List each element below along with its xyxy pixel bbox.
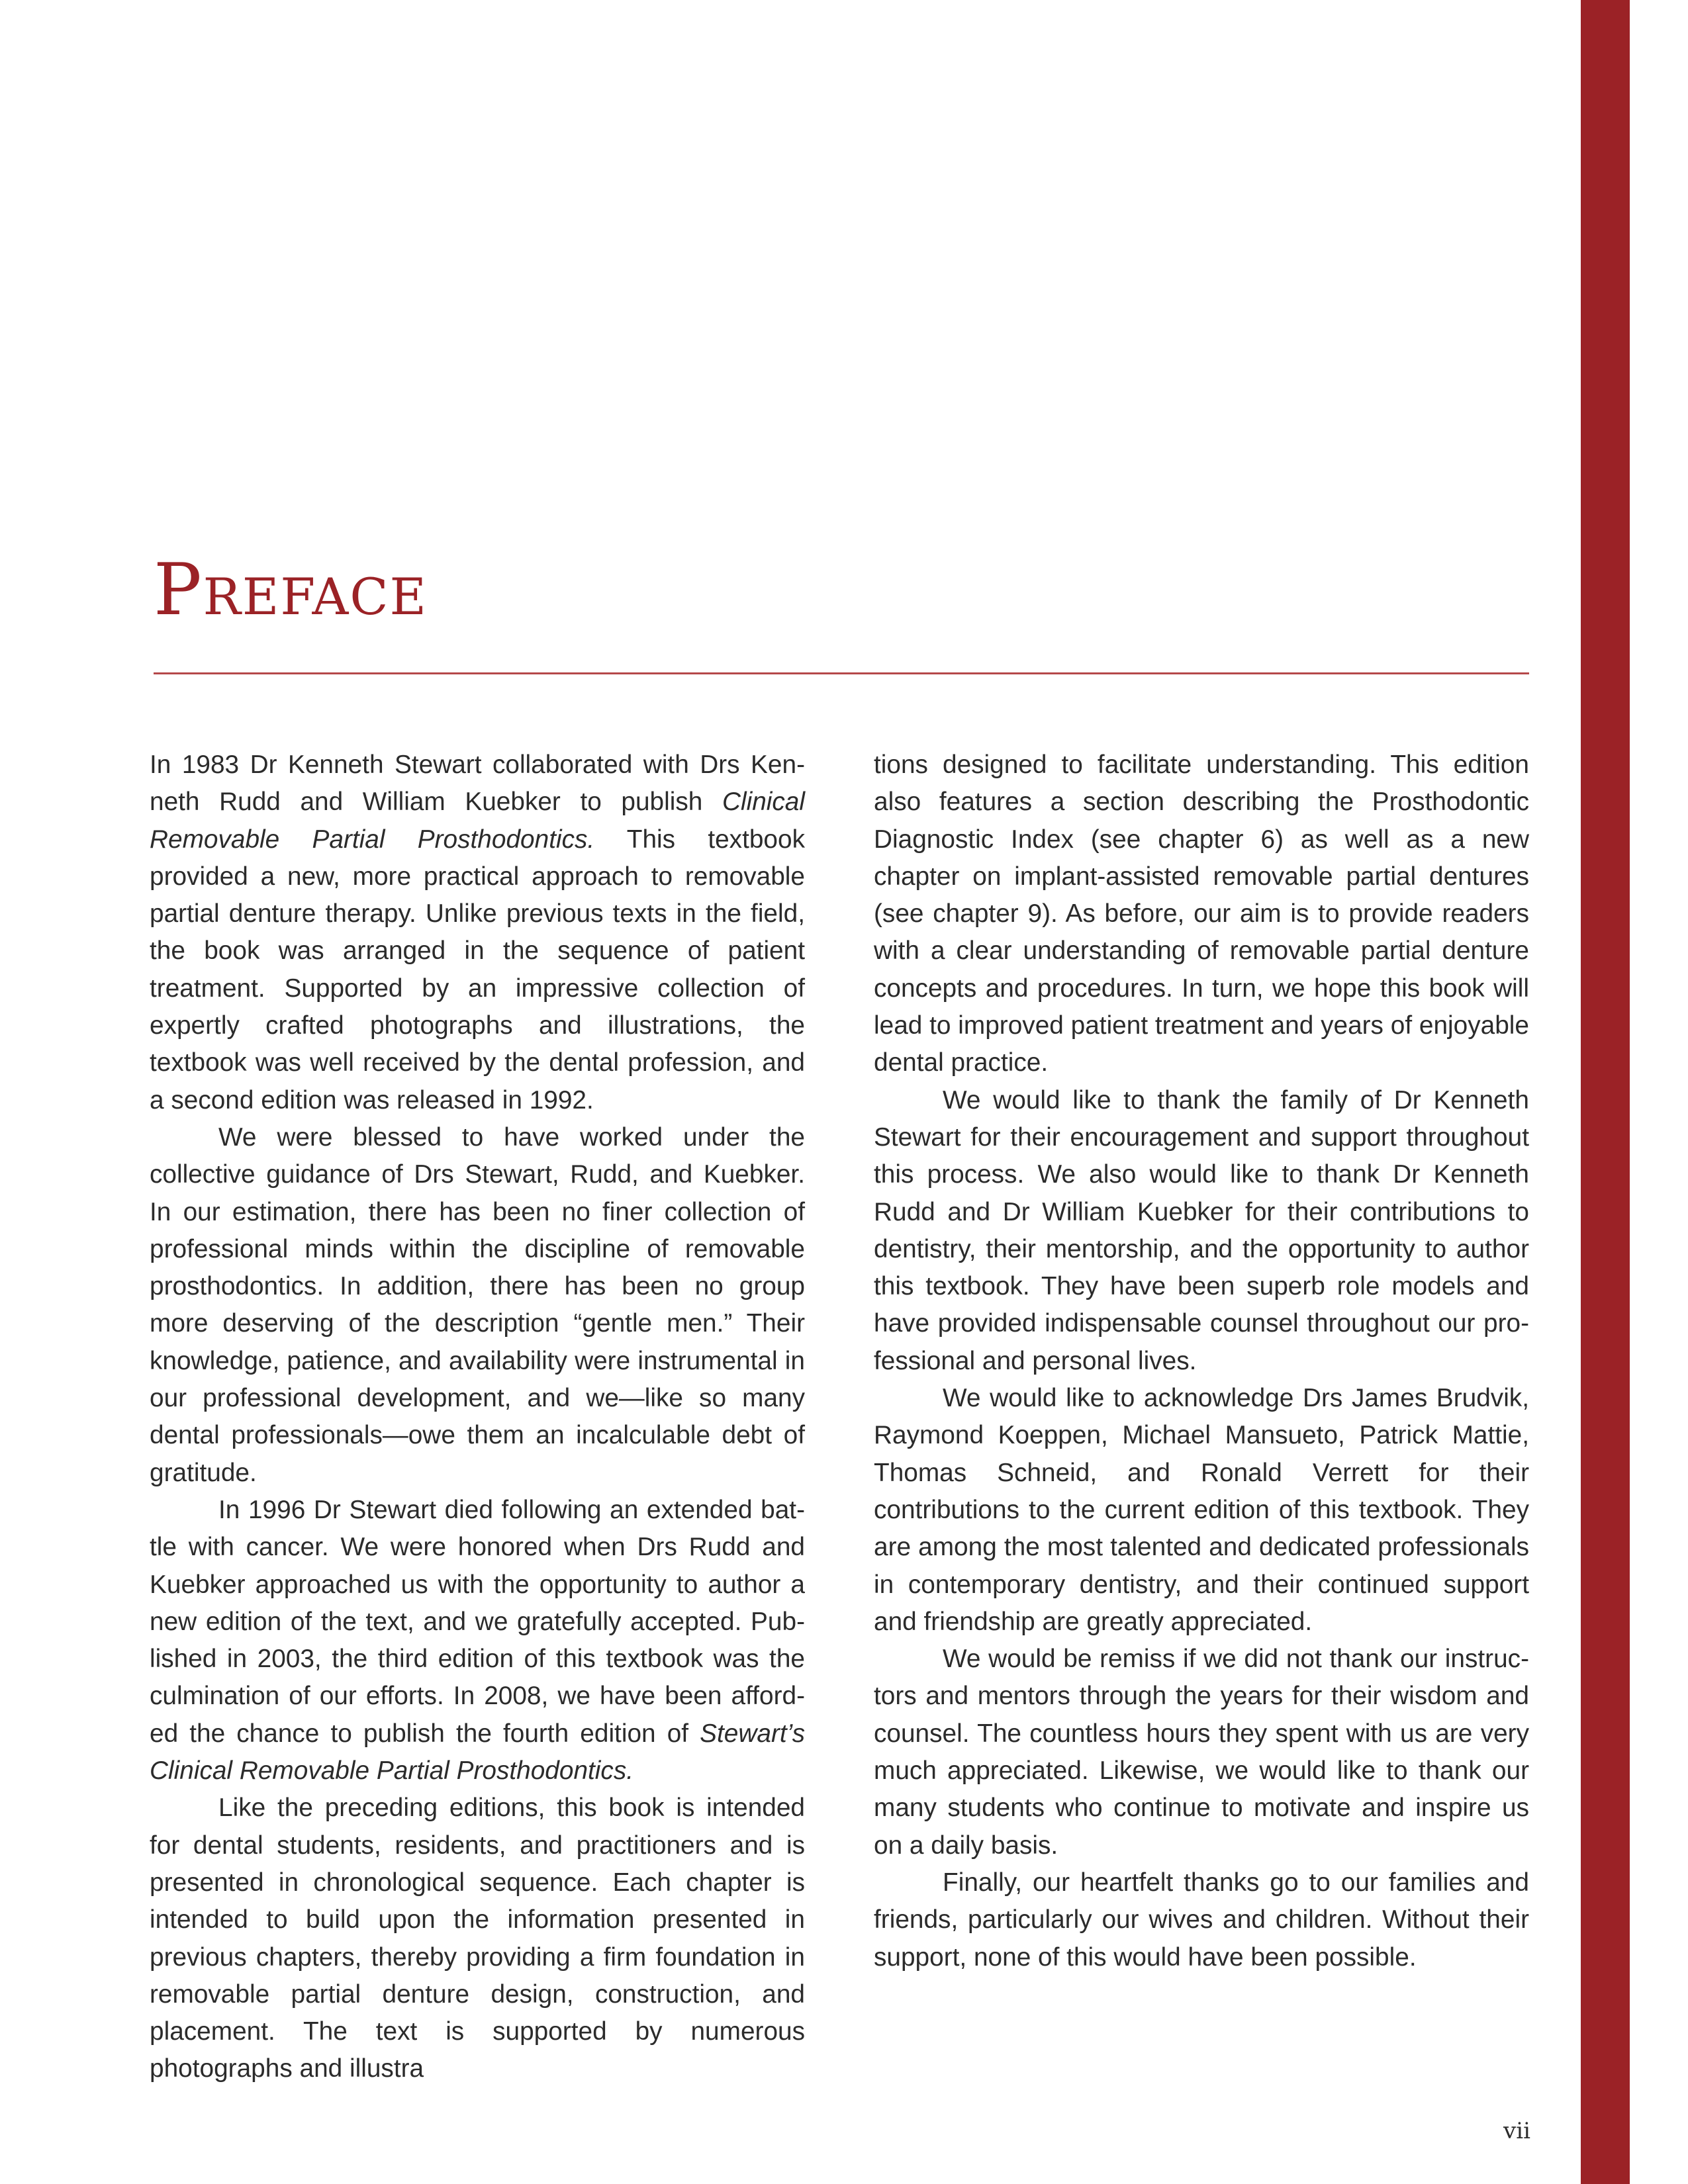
paragraph-5: We would like to thank the family of Dr Kenneth Stewart for their encouragement and support throughout this process. We also would like to thank Dr Kenneth Rudd and Dr William Kuebker for their contributions to dentistry, their mentorship, and the opportunity to author this textbook. They have been superb role models and have provided indispensable counsel throughout our professional and personal lives. <box>874 1085 1529 1375</box>
paragraph-1 <box>150 747 805 1119</box>
book-title-italic: Stewart’s Clinical Removable Partial Prosthodontics. <box>150 1719 805 1786</box>
paragraph-7: We would be remiss if we did not thank our instructors and mentors through the years for their wisdom and counsel. The countless hours they spent with us are very much appreciated. Likewise, we would like to thank our many students who continue to motivate and inspire us on a daily basis. <box>874 1645 1529 1860</box>
paragraph-6: We would like to acknowledge Drs James Brudvik, Raymond Koeppen, Michael Mansueto, Patrick Mattie, Thomas Schneid, and Ronald Verrett for their contributions to the current edition of this textbook. They are among the most talented and dedicated professionals in contemporary dentistry, and their continued support and friendship are greatly appreciated. <box>874 1384 1529 1636</box>
book-title-italic: Clinical Removable Partial Prosthodontics. <box>150 788 805 854</box>
paragraph-4: Like the preceding editions, this book is intended for dental students, residents, and practitioners and is presented in chronological sequence. Each chapter is intended to build upon the information presented in previous chapters, thereby providing a firm foundation in removable partial denture design, construction, and placement. The text is supported by numerous photographs and illustra <box>150 1794 805 2083</box>
paragraph-8: Finally, our heartfelt thanks go to our families and friends, particularly our wives and children. Without their support, none of this would have been possible. <box>874 1868 1529 1972</box>
paragraph-2: We were blessed to have worked under the collective guidance of Drs Stewart, Rudd, and Kuebker. In our estimation, there has been no finer collection of professional minds within the discipline of removable prosthodontics. In addition, there has been no group more deserving of the description “gentle men.” Their knowledge, patience, and availability were instrumental in our professional development, and we—like so many dental professionals—owe them an incalculable debt of gratitude. <box>150 1122 805 1487</box>
paragraph-1-text-b: This textbook provided a new, more practical approach to removable partial denture therapy. Unlike previous texts in the field, the book was arranged in the sequence of patient treatment. Supported by an impressive collection of expertly crafted photographs and illustrations, the textbook was well received by the dental profession, and a second edition was released in 1992. <box>150 825 805 1115</box>
paragraph-1-text-a: In 1983 Dr Kenneth Stewart collaborated with Drs Kenneth Rudd and William Kuebker to publish <box>150 751 805 817</box>
paragraph-4-continued: tions designed to facilitate understanding. This edition also features a section describing the Prosthodontic Diagnostic Index (see chapter 6) as well as a new chapter on implant-assisted removable partial dentures (see chapter 9). As before, our aim is to provide readers with a clear understanding of removable partial denture concepts and procedures. In turn, we hope this book will lead to improved patient treatment and years of enjoyable dental practice. <box>874 751 1529 1077</box>
paragraph-3-text-a: In 1996 Dr Stewart died following an extended battle with cancer. We were honored when Drs Rudd and Kuebker approached us with the opportunity to author a new edition of the text, and we gratefully accepted. Published in 2003, the third edition of this textbook was the culmination of our efforts. In 2008, we have been afforded the chance to publish the fourth edition of <box>150 1495 805 1748</box>
paragraph-3 <box>150 1492 805 1790</box>
title-rule <box>154 672 1529 674</box>
page-number: vii <box>1503 2118 1530 2144</box>
text-column-left <box>150 747 805 2088</box>
page-title: Preface <box>154 549 428 631</box>
text-column-right <box>874 747 1529 1976</box>
chapter-side-bar <box>1581 0 1630 2184</box>
